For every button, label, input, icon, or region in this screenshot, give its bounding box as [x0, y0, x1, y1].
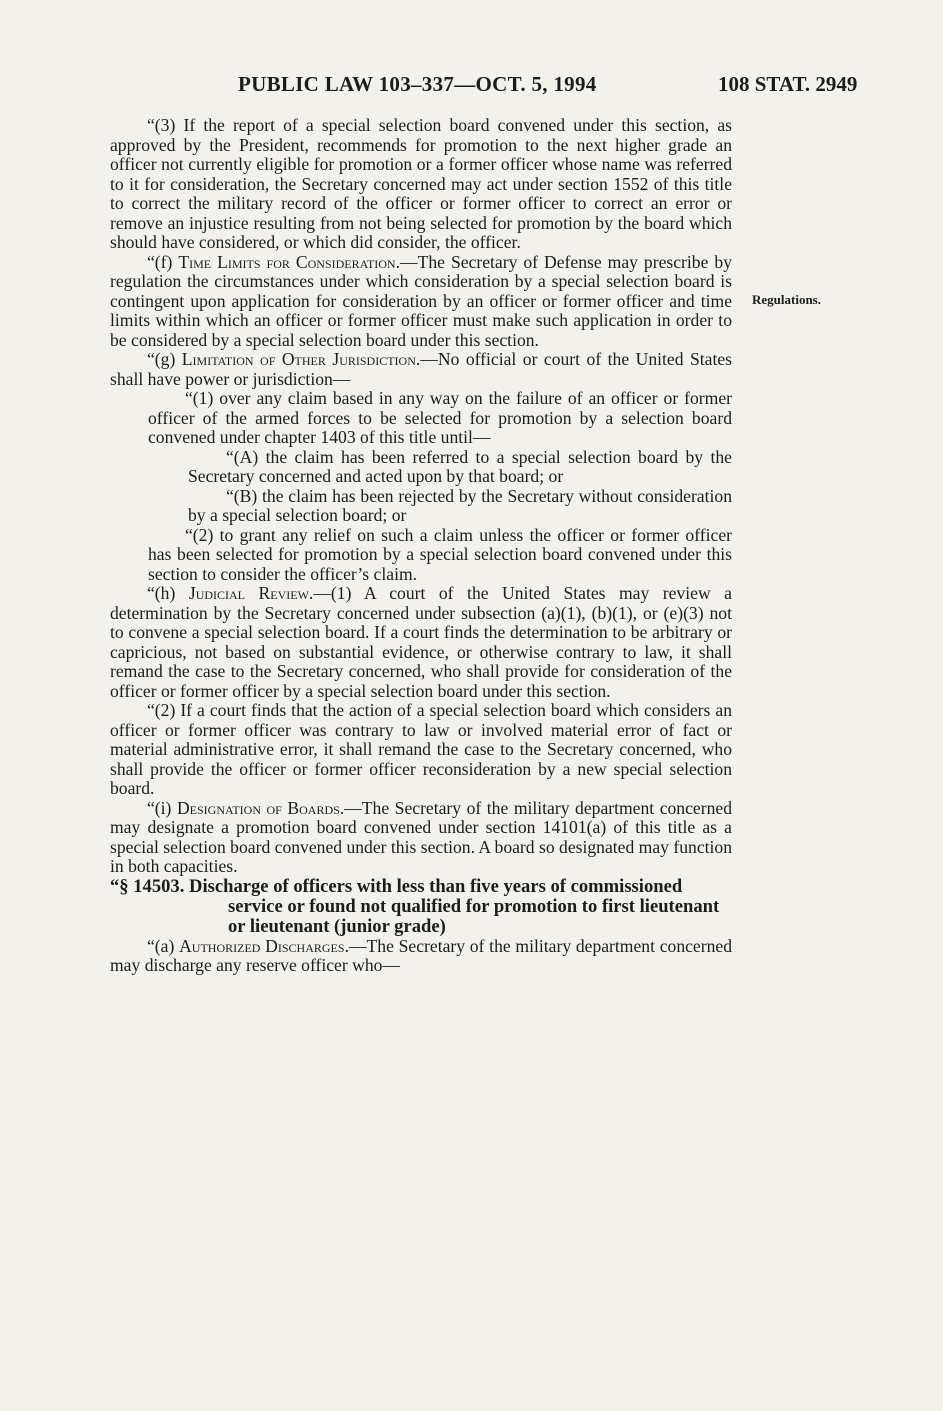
paragraph-f-body: .—The Secretary of Defense may prescribe by regulation the circumstances under which consideration by a special selection board is contingent upon application for consideration by an officer or former officer and time limits within which an officer or former officer must make such application in order to be considered by a special selection board under this section.	[110, 251, 732, 350]
paragraph-a-title: Authorized Discharges	[179, 935, 345, 956]
paragraph-e3: “(3) If the report of a special selection board convened under this section, as approved by the President, recommends for promotion to the next higher grade an officer not currently eligible for promotion or a former officer whose name was referred to it for consideration, the Secretary concerned may act under section 1552 of this title to correct the military record of the officer or former officer to correct an error or remove an injustice resulting from not being selected for promotion by the board which should have considered, or which did consider, the officer.	[110, 115, 732, 252]
section-heading: “§ 14503. Discharge of officers with less than five years of commissioned service or found not qualified for promotion to first lieutenant or lieutenant (junior grade)	[110, 875, 720, 937]
paragraph-g-body: .—No official or court of the United States shall have power or jurisdiction—	[110, 349, 732, 389]
paragraph-a	[110, 937, 732, 976]
paragraph-f-lead: “(f)	[147, 251, 179, 272]
paragraph-a-lead: “(a)	[147, 935, 180, 956]
statute-body	[110, 116, 732, 976]
paragraph-gB: “(B) the claim has been rejected by the Secretary without consideration by a special selection board; or	[188, 485, 732, 525]
page-number: 108 STAT. 2949	[718, 72, 858, 96]
paragraph-g-title: Limitation of Other Jurisdiction	[181, 349, 416, 369]
paragraph-i-body: .—The Secretary of the military department concerned may designate a promotion board convened under section 14101(a) of this title as a special selection board convened under this section. A board so designated may function in both capacities.	[110, 797, 732, 876]
paragraph-i	[110, 799, 732, 877]
paragraph-a-body: .—The Secretary of the military department concerned may discharge any reserve officer who—	[110, 935, 732, 975]
paragraph-h	[110, 584, 732, 701]
paragraph-i-title: Designation of Boards	[176, 797, 340, 818]
paragraph-h-body: .—(1) A court of the United States may review a determination by the Secretary concerned under subsection (a)(1), (b)(1), or (e)(3) not to convene a special selection board. If a court finds the determination to be arbitrary or capricious, not based on substantial evidence, or otherwise contrary to law, it shall remand the case to the Secretary concerned, who shall provide for consideration of the officer or former officer by a special selection board under this section.	[110, 583, 732, 701]
paragraph-g-lead: “(g)	[147, 349, 182, 369]
paragraph-gA: “(A) the claim has been referred to a special selection board by the Secretary concerned and acted upon by that board; or	[188, 446, 732, 486]
paragraph-i-lead: “(i)	[147, 797, 177, 818]
paragraph-g2: “(2) to grant any relief on such a claim unless the officer or former officer has been selected for promotion by a special selection board convened under this section to consider the officer’s claim.	[148, 524, 732, 584]
margin-note: Regulations.	[752, 292, 821, 307]
paragraph-f	[110, 253, 732, 351]
paragraph-f-title: Time Limits for Consideration	[178, 251, 396, 272]
paragraph-h2: “(2) If a court finds that the action of a special selection board which considers an officer or former officer was contrary to law or involved material error of fact or material administrative error, it shall remand the case to the Secretary concerned, who shall provide the officer or former officer reconsideration by a new special selection board.	[110, 700, 732, 798]
paragraph-g	[110, 350, 732, 389]
paragraph-g1: “(1) over any claim based in any way on the failure of an officer or former officer of the armed forces to be selected for promotion by a selection board convened under chapter 1403 of this title until—	[148, 388, 732, 447]
running-head: PUBLIC LAW 103–337—OCT. 5, 1994	[238, 72, 597, 96]
paragraph-h-title: Judicial Review	[188, 583, 309, 603]
page-header	[0, 72, 943, 102]
paragraph-h-lead: “(h)	[147, 583, 189, 603]
